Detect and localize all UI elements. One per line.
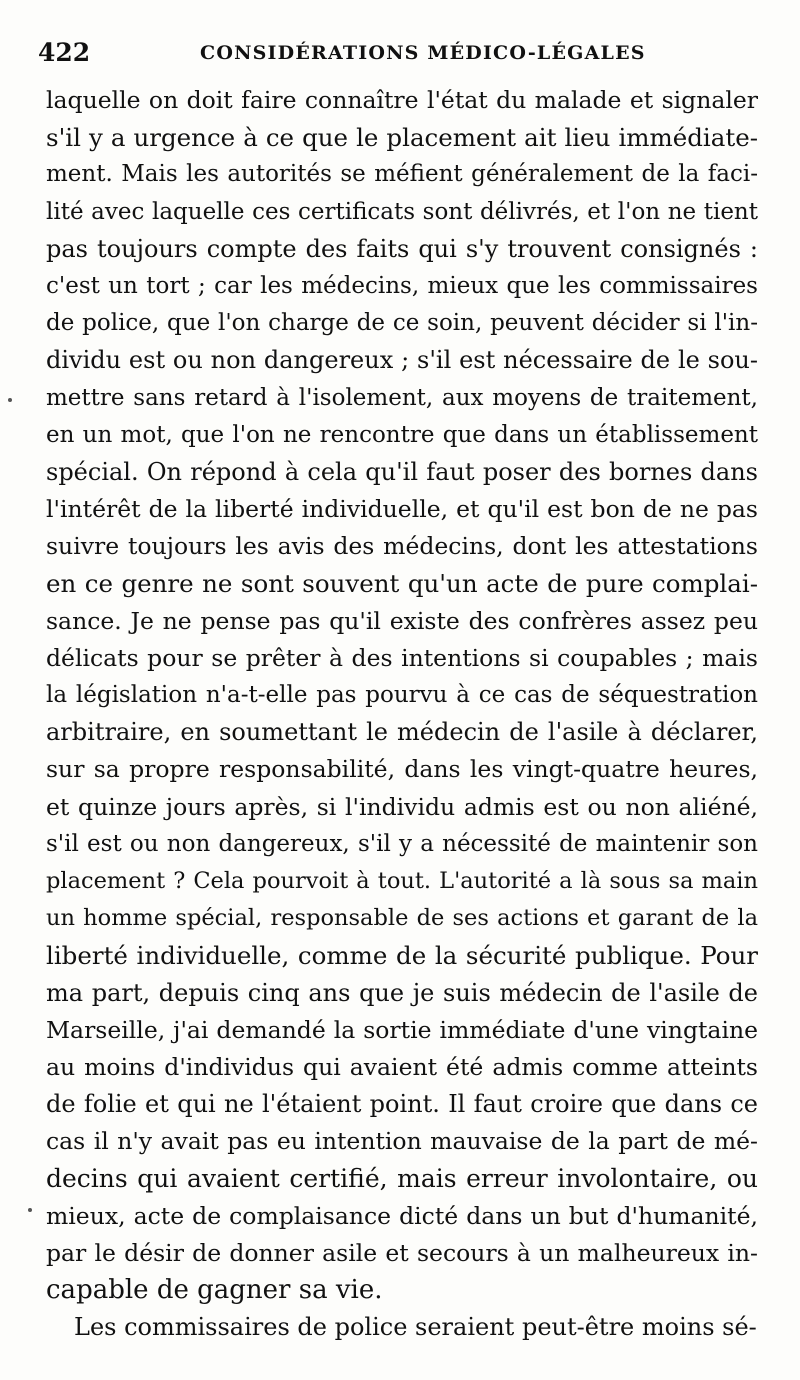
text-line: un homme spécial, responsable de ses actions et garant de la	[46, 905, 758, 932]
text-line: spécial. On répond à cela qu'il faut poser des bornes dans	[46, 457, 758, 486]
page-number: 422	[38, 38, 91, 67]
text-line: placement ? Cela pourvoit à tout. L'autorité a là sous sa main	[46, 867, 758, 894]
text-line: l'intérêt de la liberté individuelle, et qu'il est bon de ne pas	[46, 495, 758, 524]
text-line: lité avec laquelle ces certificats sont délivrés, et l'on ne tient	[46, 198, 758, 225]
text-line: s'il y a urgence à ce que le placement ait lieu immédiate-	[46, 123, 758, 153]
text-line: Marseille, j'ai demandé la sortie immédiate d'une vingtaine	[46, 1015, 758, 1044]
page-header	[38, 38, 758, 74]
text-line: s'il est ou non dangereux, s'il y a nécessité de maintenir son	[46, 830, 758, 857]
text-line: dividu est ou non dangereux ; s'il est nécessaire de le sou-	[46, 346, 758, 375]
text-line: en ce genre ne sont souvent qu'un acte de pure complai-	[46, 569, 758, 599]
text-line: ment. Mais les autorités se méfient généralement de la faci-	[46, 161, 758, 188]
text-line: mettre sans retard à l'isolement, aux moyens de traitement,	[46, 384, 758, 411]
body-text	[46, 82, 758, 1346]
running-head: CONSIDÉRATIONS MÉDICO-LÉGALES	[200, 42, 646, 64]
text-line: par le désir de donner asile et secours à un malheureux in-	[46, 1238, 758, 1267]
text-line: de folie et qui ne l'étaient point. Il faut croire que dans ce	[46, 1090, 758, 1119]
text-line: laquelle on doit faire connaître l'état du malade et signaler	[46, 86, 758, 114]
text-line: délicats pour se prêter à des intentions si coupables ; mais	[46, 643, 758, 672]
text-line: c'est un tort ; car les médecins, mieux que les commissaires	[46, 272, 758, 299]
paragraph-start-line: Les commissaires de police seraient peut-être moins sé-	[74, 1313, 757, 1342]
text-line: en un mot, que l'on ne rencontre que dans un établissement	[46, 421, 758, 448]
text-line: mieux, acte de complaisance dicté dans un but d'humanité,	[46, 1201, 758, 1230]
text-line: de police, que l'on charge de ce soin, peuvent décider si l'in-	[46, 310, 758, 337]
text-line: arbitraire, en soumettant le médecin de l'asile à déclarer,	[46, 718, 758, 747]
margin-speck	[28, 1208, 32, 1212]
paragraph-end-line: capable de gagner sa vie.	[46, 1275, 383, 1305]
text-line: ma part, depuis cinq ans que je suis médecin de l'asile de	[46, 978, 758, 1007]
text-line: la législation n'a-t-elle pas pourvu à ce cas de séquestration	[46, 682, 758, 708]
margin-speck	[8, 398, 12, 402]
text-line: decins qui avaient certifié, mais erreur involontaire, ou	[46, 1164, 758, 1194]
text-line: sur sa propre responsabilité, dans les vingt-quatre heures,	[46, 755, 758, 784]
text-line: suivre toujours les avis des médecins, dont les attestations	[46, 532, 758, 561]
text-line: cas il n'y avait pas eu intention mauvaise de la part de mé-	[46, 1127, 758, 1156]
text-line: sance. Je ne pense pas qu'il existe des confrères assez peu	[46, 606, 758, 635]
text-line: pas toujours compte des faits qui s'y trouvent consignés :	[46, 234, 758, 263]
text-line: liberté individuelle, comme de la sécurité publique. Pour	[46, 941, 758, 971]
text-line: et quinze jours après, si l'individu admis est ou non aliéné,	[46, 792, 758, 821]
text-line: au moins d'individus qui avaient été admis comme atteints	[46, 1052, 758, 1081]
